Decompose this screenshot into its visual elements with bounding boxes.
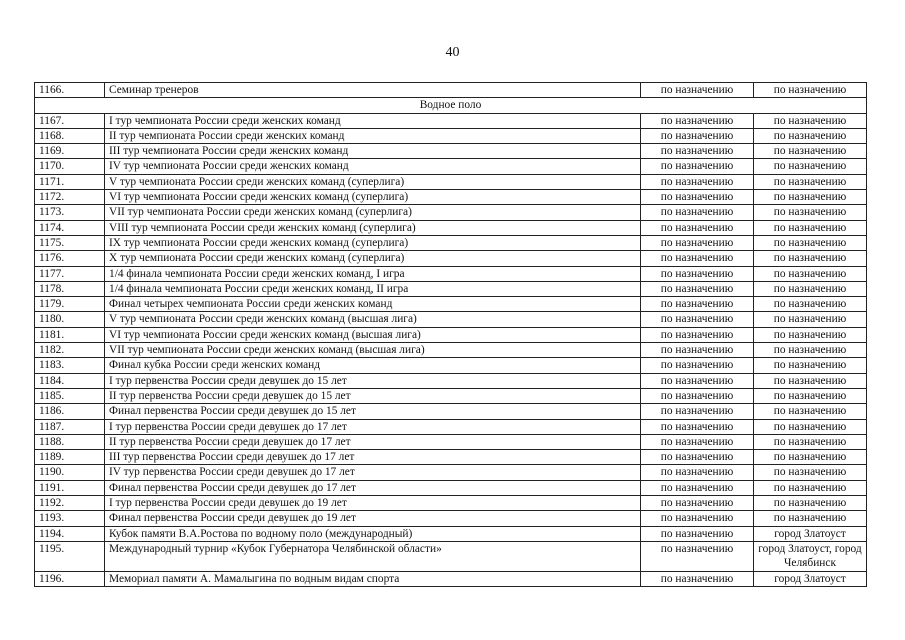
table-row — [35, 434, 867, 449]
event-name: Кубок памяти В.А.Ростова по водному поло (международный) — [105, 526, 641, 541]
event-date: по назначению — [641, 480, 754, 495]
event-venue: город Златоуст, город Челябинск — [754, 541, 867, 571]
event-date: по назначению — [641, 434, 754, 449]
event-date: по назначению — [641, 235, 754, 250]
event-venue: по назначению — [754, 419, 867, 434]
table-row — [35, 251, 867, 266]
event-date: по назначению — [641, 419, 754, 434]
event-venue: по назначению — [754, 434, 867, 449]
row-number: 1189. — [35, 450, 105, 465]
event-name: Финал кубка России среди женских команд — [105, 358, 641, 373]
event-venue: по назначению — [754, 251, 867, 266]
table-row — [35, 541, 867, 571]
table-row — [35, 373, 867, 388]
row-number: 1177. — [35, 266, 105, 281]
event-name: VII тур чемпионата России среди женских команд (высшая лига) — [105, 343, 641, 358]
event-date: по назначению — [641, 541, 754, 571]
event-name: VI тур чемпионата России среди женских команд (суперлига) — [105, 190, 641, 205]
event-date: по назначению — [641, 159, 754, 174]
row-number: 1195. — [35, 541, 105, 571]
event-date: по назначению — [641, 128, 754, 143]
table-row — [35, 465, 867, 480]
section-title: Водное поло — [35, 98, 867, 113]
event-venue: по назначению — [754, 496, 867, 511]
event-date: по назначению — [641, 312, 754, 327]
event-venue: по назначению — [754, 388, 867, 403]
event-date: по назначению — [641, 113, 754, 128]
event-venue: по назначению — [754, 450, 867, 465]
event-venue: по назначению — [754, 404, 867, 419]
table-row — [35, 190, 867, 205]
event-name: Финал первенства России среди девушек до 19 лет — [105, 511, 641, 526]
event-date: по назначению — [641, 281, 754, 296]
event-venue: город Златоуст — [754, 526, 867, 541]
table-row — [35, 297, 867, 312]
event-venue: город Златоуст — [754, 571, 867, 586]
event-venue: по назначению — [754, 266, 867, 281]
row-number: 1166. — [35, 83, 105, 98]
event-name: II тур чемпионата России среди женских команд — [105, 128, 641, 143]
row-number: 1176. — [35, 251, 105, 266]
row-number: 1185. — [35, 388, 105, 403]
table-row — [35, 205, 867, 220]
table-row — [35, 404, 867, 419]
event-venue: по назначению — [754, 373, 867, 388]
row-number: 1172. — [35, 190, 105, 205]
table-row — [35, 174, 867, 189]
row-number: 1171. — [35, 174, 105, 189]
event-name: Финал первенства России среди девушек до 17 лет — [105, 480, 641, 495]
event-name: Международный турнир «Кубок Губернатора Челябинской области» — [105, 541, 641, 571]
event-venue: по назначению — [754, 159, 867, 174]
table-row — [35, 450, 867, 465]
event-date: по назначению — [641, 373, 754, 388]
event-date: по назначению — [641, 205, 754, 220]
table-row — [35, 159, 867, 174]
row-number: 1182. — [35, 343, 105, 358]
event-name: Финал четырех чемпионата России среди женских команд — [105, 297, 641, 312]
row-number: 1187. — [35, 419, 105, 434]
event-venue: по назначению — [754, 190, 867, 205]
row-number: 1196. — [35, 571, 105, 586]
table-row — [35, 220, 867, 235]
table-row — [35, 526, 867, 541]
table-row — [35, 235, 867, 250]
event-date: по назначению — [641, 220, 754, 235]
event-date: по назначению — [641, 297, 754, 312]
table-row — [35, 480, 867, 495]
table-row — [35, 388, 867, 403]
table-row — [35, 496, 867, 511]
event-date: по назначению — [641, 511, 754, 526]
event-venue: по назначению — [754, 144, 867, 159]
row-number: 1178. — [35, 281, 105, 296]
event-name: II тур первенства России среди девушек до 17 лет — [105, 434, 641, 449]
event-venue: по назначению — [754, 480, 867, 495]
row-number: 1192. — [35, 496, 105, 511]
event-name: I тур первенства России среди девушек до 19 лет — [105, 496, 641, 511]
event-name: V тур чемпионата России среди женских команд (высшая лига) — [105, 312, 641, 327]
event-name: IX тур чемпионата России среди женских команд (суперлига) — [105, 235, 641, 250]
row-number: 1191. — [35, 480, 105, 495]
event-date: по назначению — [641, 526, 754, 541]
event-date: по назначению — [641, 343, 754, 358]
row-number: 1181. — [35, 327, 105, 342]
event-venue: по назначению — [754, 343, 867, 358]
event-name: X тур чемпионата России среди женских команд (суперлига) — [105, 251, 641, 266]
event-venue: по назначению — [754, 465, 867, 480]
event-name: III тур первенства России среди девушек до 17 лет — [105, 450, 641, 465]
table-row — [35, 281, 867, 296]
event-name: Семинар тренеров — [105, 83, 641, 98]
row-number: 1174. — [35, 220, 105, 235]
events-table — [34, 82, 867, 587]
table-row — [35, 358, 867, 373]
event-name: I тур первенства России среди девушек до 17 лет — [105, 419, 641, 434]
table-row — [35, 571, 867, 586]
row-number: 1179. — [35, 297, 105, 312]
row-number: 1183. — [35, 358, 105, 373]
event-date: по назначению — [641, 404, 754, 419]
event-date: по назначению — [641, 266, 754, 281]
event-name: II тур первенства России среди девушек до 15 лет — [105, 388, 641, 403]
row-number: 1180. — [35, 312, 105, 327]
table-row — [35, 511, 867, 526]
row-number: 1170. — [35, 159, 105, 174]
event-venue: по назначению — [754, 358, 867, 373]
event-name: I тур чемпионата России среди женских команд — [105, 113, 641, 128]
event-venue: по назначению — [754, 327, 867, 342]
event-venue: по назначению — [754, 113, 867, 128]
event-name: VIII тур чемпионата России среди женских команд (суперлига) — [105, 220, 641, 235]
event-date: по назначению — [641, 358, 754, 373]
event-date: по назначению — [641, 450, 754, 465]
event-venue: по назначению — [754, 83, 867, 98]
event-venue: по назначению — [754, 312, 867, 327]
event-date: по назначению — [641, 465, 754, 480]
table-row — [35, 312, 867, 327]
table-row — [35, 343, 867, 358]
event-date: по назначению — [641, 251, 754, 266]
event-date: по назначению — [641, 174, 754, 189]
events-table-body — [35, 83, 867, 587]
event-name: Финал первенства России среди девушек до 15 лет — [105, 404, 641, 419]
row-number: 1169. — [35, 144, 105, 159]
event-venue: по назначению — [754, 220, 867, 235]
row-number: 1184. — [35, 373, 105, 388]
page-number: 40 — [445, 45, 460, 60]
event-name: Мемориал памяти А. Мамалыгина по водным видам спорта — [105, 571, 641, 586]
event-date: по назначению — [641, 144, 754, 159]
event-venue: по назначению — [754, 511, 867, 526]
event-name: I тур первенства России среди девушек до 15 лет — [105, 373, 641, 388]
event-date: по назначению — [641, 388, 754, 403]
table-row — [35, 144, 867, 159]
event-name: IV тур чемпионата России среди женских команд — [105, 159, 641, 174]
table-row — [35, 266, 867, 281]
row-number: 1186. — [35, 404, 105, 419]
event-date: по назначению — [641, 327, 754, 342]
row-number: 1188. — [35, 434, 105, 449]
table-row — [35, 128, 867, 143]
table-row — [35, 419, 867, 434]
event-venue: по назначению — [754, 128, 867, 143]
row-number: 1193. — [35, 511, 105, 526]
event-venue: по назначению — [754, 235, 867, 250]
row-number: 1190. — [35, 465, 105, 480]
event-date: по назначению — [641, 496, 754, 511]
event-venue: по назначению — [754, 205, 867, 220]
event-name: IV тур первенства России среди девушек до 17 лет — [105, 465, 641, 480]
table-row — [35, 327, 867, 342]
event-name: VI тур чемпионата России среди женских команд (высшая лига) — [105, 327, 641, 342]
row-number: 1175. — [35, 235, 105, 250]
event-venue: по назначению — [754, 174, 867, 189]
section-row — [35, 98, 867, 113]
row-number: 1168. — [35, 128, 105, 143]
event-name: III тур чемпионата России среди женских команд — [105, 144, 641, 159]
event-date: по назначению — [641, 190, 754, 205]
event-date: по назначению — [641, 83, 754, 98]
event-venue: по назначению — [754, 297, 867, 312]
row-number: 1167. — [35, 113, 105, 128]
event-date: по назначению — [641, 571, 754, 586]
table-row — [35, 113, 867, 128]
table-row — [35, 83, 867, 98]
event-name: VII тур чемпионата России среди женских команд (суперлига) — [105, 205, 641, 220]
row-number: 1194. — [35, 526, 105, 541]
row-number: 1173. — [35, 205, 105, 220]
event-venue: по назначению — [754, 281, 867, 296]
event-name: 1/4 финала чемпионата России среди женских команд, I игра — [105, 266, 641, 281]
event-name: V тур чемпионата России среди женских команд (суперлига) — [105, 174, 641, 189]
event-name: 1/4 финала чемпионата России среди женских команд, II игра — [105, 281, 641, 296]
